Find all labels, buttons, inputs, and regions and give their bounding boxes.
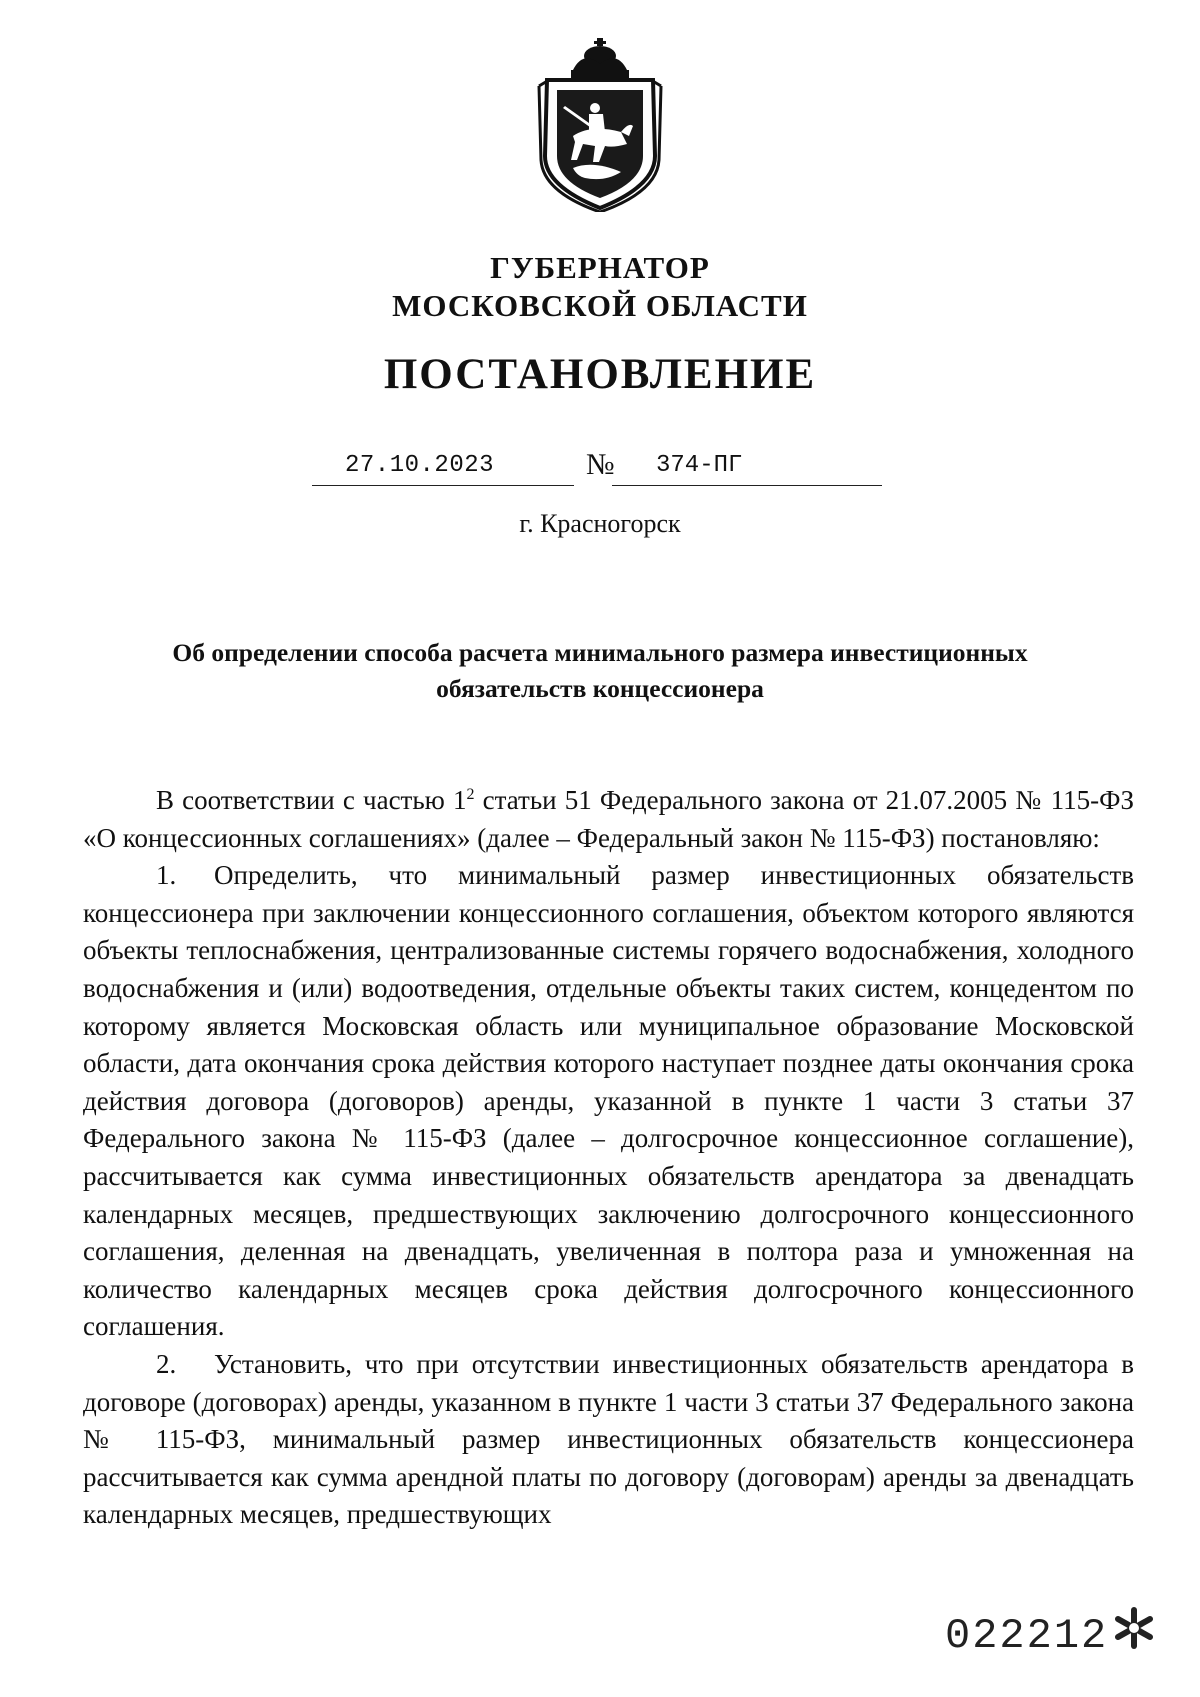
number-underline xyxy=(612,453,882,486)
clause-2-number: 2. xyxy=(156,1348,177,1379)
issue-city: г. Красногорск xyxy=(519,509,681,538)
document-type-title: ПОСТАНОВЛЕНИЕ xyxy=(383,351,817,398)
document-subject xyxy=(100,635,1100,707)
subject-line-1: Об определении способа расчета минимального размера инвестиционных xyxy=(172,638,1028,667)
clause-2-text: Установить, что при отсутствии инвестиционных обязательств арендатора в договоре (договорах) аренды, указанном в пункте 1 части 3 статьи 37 Федерального закона № 115-ФЗ, минимальный размер инвестиционных обязательств концессионера рассчитывается как сумма арендной платы по договору (договорам) аренды за двенадцать календарных месяцев, предшествующих xyxy=(83,1348,1134,1530)
intro-text-a: В соответствии с частью 1 xyxy=(156,785,467,815)
subject-line-2: обязательств концессионера xyxy=(436,674,764,703)
clause-1 xyxy=(83,857,1134,1346)
clause-1-text: Определить, что минимальный размер инвестиционных обязательств концессионера при заключении концессионного соглашения, объектом которого являются объекты теплоснабжения, централизованные системы горячего водоснабжения, холодного водоснабжения и (или) водоотведения, отдельные объекты таких систем, концедентом по которому является Московская область или муниципальное образование Московской области, дата окончания срока действия которого наступает позднее даты окончания срока действия договора (договоров) аренды, указанной в пункте 1 части 3 статьи 37 Федерального закона № 115-ФЗ (далее – долгосрочное концессионное соглашение), рассчитывается как сумма инвестиционных обязательств арендатора за двенадцать календарных месяцев, предшествующих заключению долгосрочного концессионного соглашения, деленная на двенадцать, увеличенная в полтора раза и умноженная на количество календарных месяцев срока действия долгосрочного концессионного соглашения. xyxy=(83,860,1134,1342)
document-date: 27.10.2023 xyxy=(345,452,495,479)
intro-text-b: статьи 51 Федерального закона от 21.07.2005 № 115-ФЗ «О концессионных соглашениях» (далее – Федеральный закон № 115-ФЗ) постановляю: xyxy=(83,785,1134,853)
document-number: 374-ПГ xyxy=(656,452,743,479)
number-sign: № xyxy=(586,448,615,481)
moscow-oblast-coat-of-arms-icon xyxy=(533,36,667,212)
authority-name-line-1: ГУБЕРНАТОР xyxy=(490,250,710,285)
clause-1-number: 1. xyxy=(156,860,177,891)
intro-superscript: 2 xyxy=(466,786,475,803)
document-body xyxy=(83,782,1134,1534)
asterisk-icon xyxy=(1110,1604,1158,1652)
clause-2 xyxy=(83,1346,1134,1534)
intro-paragraph xyxy=(83,782,1134,857)
authority-name-line-2: МОСКОВСКОЙ ОБЛАСТИ xyxy=(392,288,808,323)
form-serial-number: 022212 xyxy=(945,1612,1109,1660)
